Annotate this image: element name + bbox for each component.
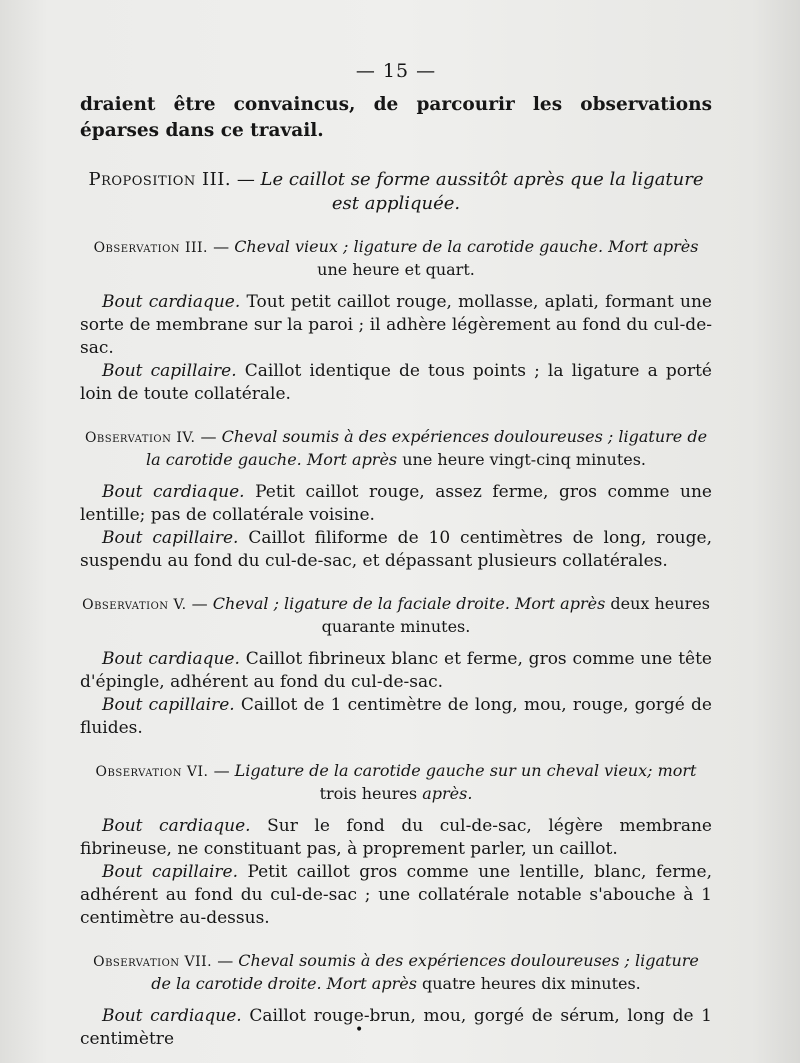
observation-heading-italic: Cheval soumis à des expériences douloureuses ; ligature de la carotide droite. Mort après <box>151 950 699 993</box>
paragraph-lead: Bout cardiaque. <box>102 815 251 836</box>
observation-heading-italic: Cheval vieux ; ligature de la carotide gauche. Mort après <box>234 236 699 256</box>
observation-paragraph <box>80 291 712 360</box>
observation-heading: Observation VI. — Ligature de la carotide gauche sur un cheval vieux; mort trois heures après. <box>95 760 697 803</box>
observation-heading-roman: quatre heures dix minutes. <box>416 973 641 993</box>
paragraph-lead: Bout capillaire. <box>102 861 238 882</box>
observation-paragraph <box>80 481 712 527</box>
observation-heading: Observation IV. — Cheval soumis à des expériences douloureuses ; ligature de la carotide gauche. Mort après une heure vingt-cinq minutes. <box>84 426 708 469</box>
paragraph-lead: Bout capillaire. <box>102 694 235 715</box>
proposition-heading <box>80 168 712 216</box>
observation-label: Observation V. <box>82 596 187 613</box>
observation-label: Observation VII. <box>93 953 213 970</box>
observation-paragraph <box>80 648 712 694</box>
observation-heading-italic: Ligature de la carotide gauche sur un cheval vieux; mort <box>234 760 697 780</box>
observation-heading: Observation VII. — Cheval soumis à des expériences douloureuses ; ligature de la carotide droite. Mort après quatre heures dix minutes. <box>93 950 699 993</box>
observation-paragraph <box>80 1005 712 1051</box>
proposition-label: Proposition III. <box>88 168 232 190</box>
paragraph-lead: Bout cardiaque. <box>102 481 245 502</box>
intro-paragraph: draient être convaincus, de parcourir les observations éparses dans ce travail. <box>80 93 712 141</box>
page-number: — 15 — <box>355 60 437 82</box>
observation-paragraph <box>80 360 712 406</box>
observation-heading-roman: trois heures <box>319 783 418 803</box>
paragraph-lead: Bout cardiaque. <box>102 648 240 669</box>
ink-speck: • <box>355 1022 364 1038</box>
paragraph-text: Caillot fibrineux blanc et ferme, gros comme une tête d'épingle, adhérent au fond du cul-de-sac. <box>80 648 712 692</box>
paragraph-lead: Bout capillaire. <box>102 527 239 548</box>
page-text-block <box>80 60 712 1051</box>
observation-paragraph <box>80 694 712 740</box>
observation-heading: Observation III. — Cheval vieux ; ligature de la carotide gauche. Mort après une heure et quart. <box>93 236 699 279</box>
paragraph-text: Sur le fond du cul-de-sac, légère membrane fibrineuse, ne constituant pas, à proprement parler, un caillot. <box>80 815 712 859</box>
paragraph-lead: Bout cardiaque. <box>102 1005 242 1026</box>
paragraph-text: Caillot identique de tous points ; la ligature a porté loin de toute collatérale. <box>80 360 712 404</box>
observation-label: Observation IV. <box>84 429 196 446</box>
observation-heading-italic: Cheval soumis à des expériences douloureuses ; ligature de la carotide gauche. Mort après <box>145 426 708 469</box>
paragraph-text: Tout petit caillot rouge, mollasse, aplati, formant une sorte de membrane sur la paroi ; il adhère légèrement au fond du cul-de-sac. <box>80 291 712 358</box>
observation-label: Observation III. <box>93 239 209 256</box>
observation-heading-tail: après. <box>417 783 473 803</box>
paragraph-lead: Bout cardiaque. <box>102 291 241 312</box>
observation-heading-roman: une heure vingt-cinq minutes. <box>397 449 647 469</box>
observation-heading-roman: deux heures quarante minutes. <box>321 593 710 636</box>
observation-heading-roman: une heure et quart. <box>317 259 475 279</box>
observation-label: Observation VI. <box>95 763 209 780</box>
observation-heading: Observation V. — Cheval ; ligature de la faciale droite. Mort après deux heures quarante minutes. <box>82 593 710 636</box>
observation-heading-italic: Cheval ; ligature de la faciale droite. Mort après <box>212 593 606 613</box>
paragraph-text: Petit caillot rouge, assez ferme, gros comme une lentille; pas de collatérale voisine. <box>80 481 712 525</box>
observation-paragraph <box>80 815 712 861</box>
paragraph-lead: Bout capillaire. <box>102 360 237 381</box>
observation-paragraph <box>80 527 712 573</box>
paragraph-text: Caillot de 1 centimètre de long, mou, rouge, gorgé de fluides. <box>80 694 712 738</box>
proposition-text: Le caillot se forme aussitôt après que la ligature est appliquée. <box>260 168 704 214</box>
paragraph-text: Caillot filiforme de 10 centimètres de long, rouge, suspendu au fond du cul-de-sac, et dépassant plusieurs collatérales. <box>80 527 712 571</box>
proposition-dash: — <box>231 168 261 190</box>
paragraph-text: Petit caillot gros comme une lentille, blanc, ferme, adhérent au fond du cul-de-sac ; une collatérale notable s'abouche à 1 centimètre au-dessus. <box>80 861 712 928</box>
paragraph-text: Caillot rouge-brun, mou, gorgé de sérum, long de 1 centimètre <box>80 1005 712 1049</box>
observation-paragraph <box>80 861 712 930</box>
